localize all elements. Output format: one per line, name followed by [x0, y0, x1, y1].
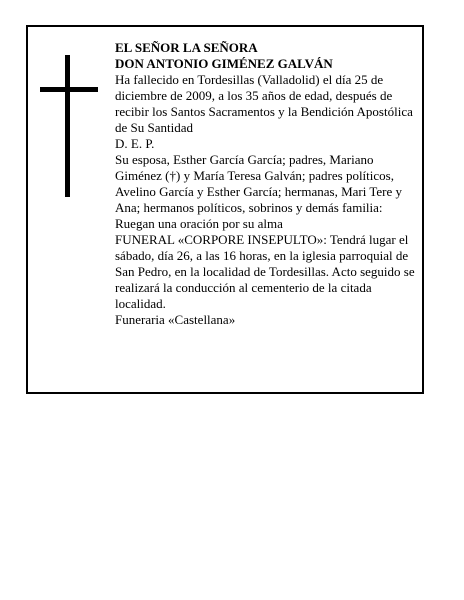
funeral-home: Funeraria «Castellana» [115, 312, 236, 327]
deceased-name: DON ANTONIO GIMÉNEZ GALVÁN [115, 56, 333, 71]
cross-vertical-bar [65, 55, 70, 197]
funeral-details: FUNERAL «CORPORE INSEPULTO»: Tendrá lugar el sábado, día 26, a las 16 horas, en la iglesia parroquial de San Pedro, en la localidad de Tordesillas. Acto seguido se realizará la conducción al cementerio de la citada localidad. [115, 232, 415, 311]
prayer-request: Ruegan una oración por su alma [115, 216, 283, 231]
death-announcement: Ha fallecido en Tordesillas (Valladolid) el día 25 de diciembre de 2009, a los 35 años de edad, después de recibir los Santos Sacramentos y la Bendición Apostólica de Su Santidad [115, 72, 413, 135]
obituary-notice [26, 25, 424, 394]
notice-text [115, 40, 423, 328]
cross-horizontal-bar [40, 87, 98, 92]
family-list: Su esposa, Esther García García; padres, Mariano Giménez (†) y María Teresa Galván; padres políticos, Avelino García y Esther García; hermanas, Mari Tere y Ana; hermanos políticos, sobrinos y demás familia: [115, 152, 403, 215]
heading-title: EL SEÑOR LA SEÑORA [115, 40, 258, 55]
rip-abbreviation: D. E. P. [115, 136, 155, 151]
cross-icon [40, 55, 98, 197]
